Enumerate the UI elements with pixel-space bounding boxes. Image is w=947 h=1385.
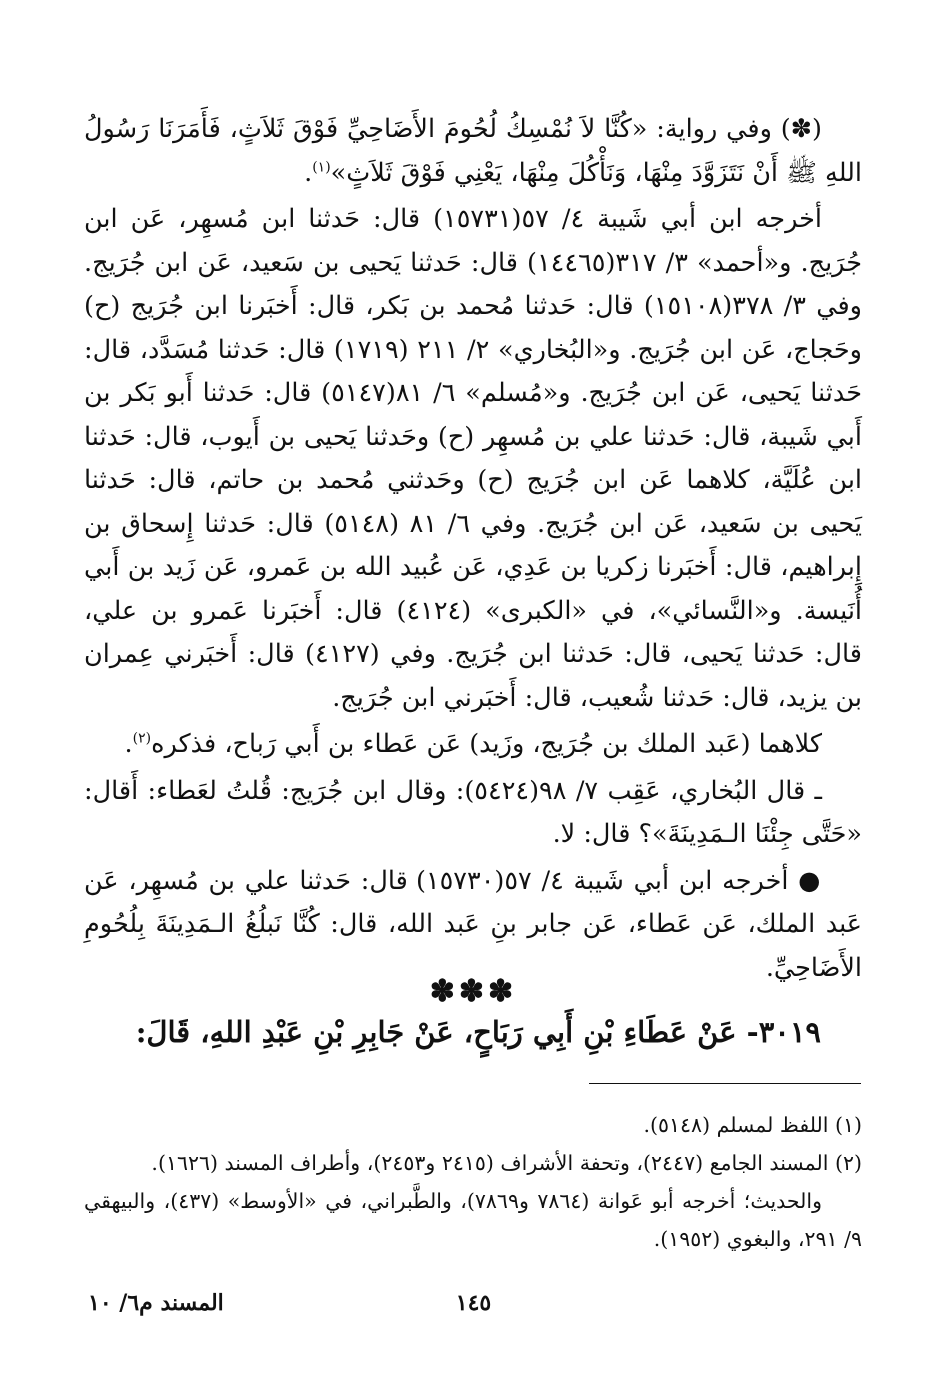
kilahuma-text: كلاهما (عَبد الملك بن جُرَيج، وزَيد) عَن عَطاء بن أَبي رَباح، فذكره	[151, 729, 822, 759]
paragraph-kilahuma: كلاهما (عَبد الملك بن جُرَيج، وزَيد) عَن عَطاء بن أَبي رَباح، فذكره$^{(٢)}$.	[124, 729, 822, 759]
riwaya-text: (✽) وفي رواية: «كُنَّا لاَ نُمْسِكُ لُحُومَ الأَضَاحِيِّ فَوْقَ ثَلاَثٍ، فَأَمَرَنَا رَسُولُ اللهِ ﷺ أَنْ نَتَزَوَّدَ مِنْهَا، وَنَأْكُلَ مِنْهَا، يَعْنِي فَوْقَ ثَلاَثٍ»	[84, 114, 862, 188]
footnote-ref-1: (١)	[312, 159, 331, 175]
hadith-number-header: ٣٠١٩- عَنْ عَطَاءِ بْنِ أَبِي رَبَاحٍ، عَنْ جَابِرِ بْنِ عَبْدِ اللهِ، قَالَ:	[135, 1015, 821, 1049]
page-number: ١٤٥	[455, 1290, 492, 1316]
main-text	[84, 108, 862, 990]
signature-mark: المسند م٦/ ١٠	[88, 1290, 224, 1316]
footnote-2: (٢) المسند الجامع (٢٤٤٧)، وتحفة الأشراف (٢٤١٥ و٢٤٥٣)، وأطراف المسند (١٦٢٦).	[151, 1151, 862, 1175]
paragraph-takhrij: أخرجه ابن أبي شَيبة ٤/ ٥٧(١٥٧٣١) قال: حَدثنا ابن مُسهِر، عَن ابن جُرَيج. و«أحمد» ٣/ ٣١٧(١٤٤٦٥) قال: حَدثنا يَحيى بن سَعيد، عَن ابن جُرَيج. وفي ٣/ ٣٧٨(١٥١٠٨) قال: حَدثنا مُحمد بن بَكر، قال: أَخبَرنا ابن جُرَيج (ح) وحَجاج، عَن ابن جُرَيج. و«البُخاري» ٢/ ٢١١ (١٧١٩) قال: حَدثنا مُسَدَّد، قال: حَدثنا يَحيى، عَن ابن جُرَيج. و«مُسلم» ٦/ ٨١(٥١٤٧) قال: حَدثنا أَبو بَكر بن أَبي شَيبة، قال: حَدثنا علي بن مُسهِر (ح) وحَدثنا يَحيى بن أَيوب، قال: حَدثنا ابن عُلَيَّة، كلاهما عَن ابن جُرَيج (ح) وحَدثني مُحمد بن حاتم، قال: حَدثنا يَحيى بن سَعيد، عَن ابن جُرَيج. وفي ٦/ ٨١ (٥١٤٨) قال: حَدثنا إِسحاق بن إِبراهيم، قال: أَخبَرنا زكريا بن عَدِي، عَن عُبيد الله بن عَمرو، عَن زَيد بن أَبي أُنَيسة. و«النَّسائي»، في «الكبرى» (٤١٢٤) قال: أَخبَرنا عَمرو بن علي، قال: حَدثنا يَحيى، قال: حَدثنا ابن جُرَيج. وفي (٤١٢٧) قال: أَخبَرني عِمران بن يزيد، قال: حَدثنا شُعيب، قال: أَخبَرني ابن جُرَيج.	[84, 204, 863, 713]
footnote-1: (١) اللفظ لمسلم (٥١٤٨).	[643, 1113, 862, 1137]
footnote-divider	[589, 1083, 861, 1084]
footnotes	[84, 1106, 862, 1258]
paragraph-bukhari-note: ـ قال البُخاري، عَقِب ٧/ ٩٨(٥٤٢٤): وقال ابن جُرَيج: قُلتُ لعَطاء: أَقال: «حَتَّى جِئْنَا الـمَدِينَةَ»؟ قال: لا.	[84, 775, 862, 849]
section-separator: ✽✽✽	[429, 974, 518, 1009]
paragraph-ibn-abi-shayba: ● أخرجه ابن أبي شَيبة ٤/ ٥٧(١٥٧٣٠) قال: حَدثنا علي بن مُسهِر، عَن عَبد الملك، عَن عَطاء، عَن جابر بنِ عَبد الله، قال: كُنَّا نَبلُغُ الـمَدِينَةَ بِلُحُومِ الأَضَاحِيِّ.	[84, 865, 862, 983]
paragraph-riwaya: (✽) وفي رواية: «كُنَّا لاَ نُمْسِكُ لُحُومَ الأَضَاحِيِّ فَوْقَ ثَلاَثٍ، فَأَمَرَنَا رَسُولُ اللهِ ﷺ أَنْ نَتَزَوَّدَ مِنْهَا، وَنَأْكُلَ مِنْهَا، يَعْنِي فَوْقَ ثَلاَثٍ»$^{(١)}$.	[84, 114, 862, 188]
footnote-2-continued: والحديث؛ أخرجه أبو عَوانة (٧٨٦٤ و٧٨٦٩)، والطَّبراني، في «الأوسط» (٤٣٧)، والبيهقي ٩/ ٢٩١، والبغوي (١٩٥٢).	[84, 1189, 862, 1251]
footnote-ref-2: (٢)	[132, 730, 152, 747]
